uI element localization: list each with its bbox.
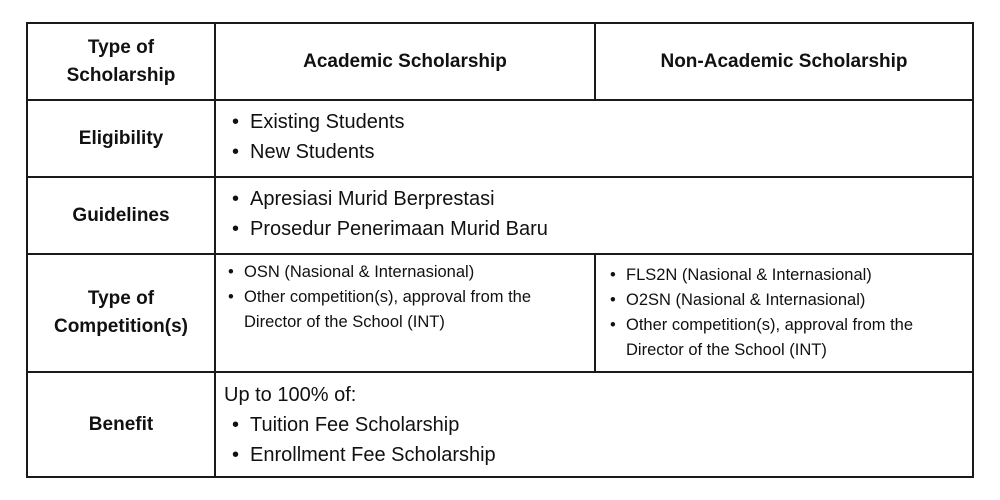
row-label-guidelines: Guidelines — [72, 204, 170, 226]
list-item: • Apresiasi Murid Berprestasi — [224, 184, 964, 214]
guidelines-cell — [224, 184, 964, 250]
list-item: • Other competition(s), approval from the Director of the School (INT) — [224, 285, 586, 335]
list-item: • Other competition(s), approval from the Director of the School (INT) — [606, 313, 968, 363]
list-item: • Tuition Fee Scholarship — [224, 410, 964, 440]
header-academic-scholarship: Academic Scholarship — [303, 50, 507, 72]
benefit-cell — [216, 380, 964, 474]
eligibility-list — [224, 107, 964, 167]
benefit-list — [224, 410, 964, 470]
competition-non-academic-list — [606, 263, 968, 363]
header-type-of-scholarship: Type of Scholarship — [66, 36, 176, 86]
header-non-academic-scholarship: Non-Academic Scholarship — [660, 50, 908, 72]
competition-academic-cell — [224, 260, 586, 368]
list-item: • Enrollment Fee Scholarship — [224, 440, 964, 470]
list-item: • OSN (Nasional & Internasional) — [224, 260, 586, 285]
list-item: • Existing Students — [224, 107, 964, 137]
benefit-intro: Up to 100% of: — [224, 384, 357, 406]
list-item: • FLS2N (Nasional & Internasional) — [606, 263, 968, 288]
row-label-benefit: Benefit — [88, 413, 154, 435]
list-item: • O2SN (Nasional & Internasional) — [606, 288, 968, 313]
column-divider — [594, 253, 596, 373]
row-label-eligibility: Eligibility — [78, 127, 164, 149]
scholarship-table — [26, 22, 974, 478]
row-label-type-of-competition: Type of Competition(s) — [53, 288, 189, 337]
list-item: • Prosedur Penerimaan Murid Baru — [224, 214, 964, 244]
guidelines-list — [224, 184, 964, 244]
competition-non-academic-cell — [606, 263, 968, 371]
eligibility-cell — [224, 107, 964, 173]
competition-academic-list — [224, 260, 586, 335]
list-item: • New Students — [224, 137, 964, 167]
